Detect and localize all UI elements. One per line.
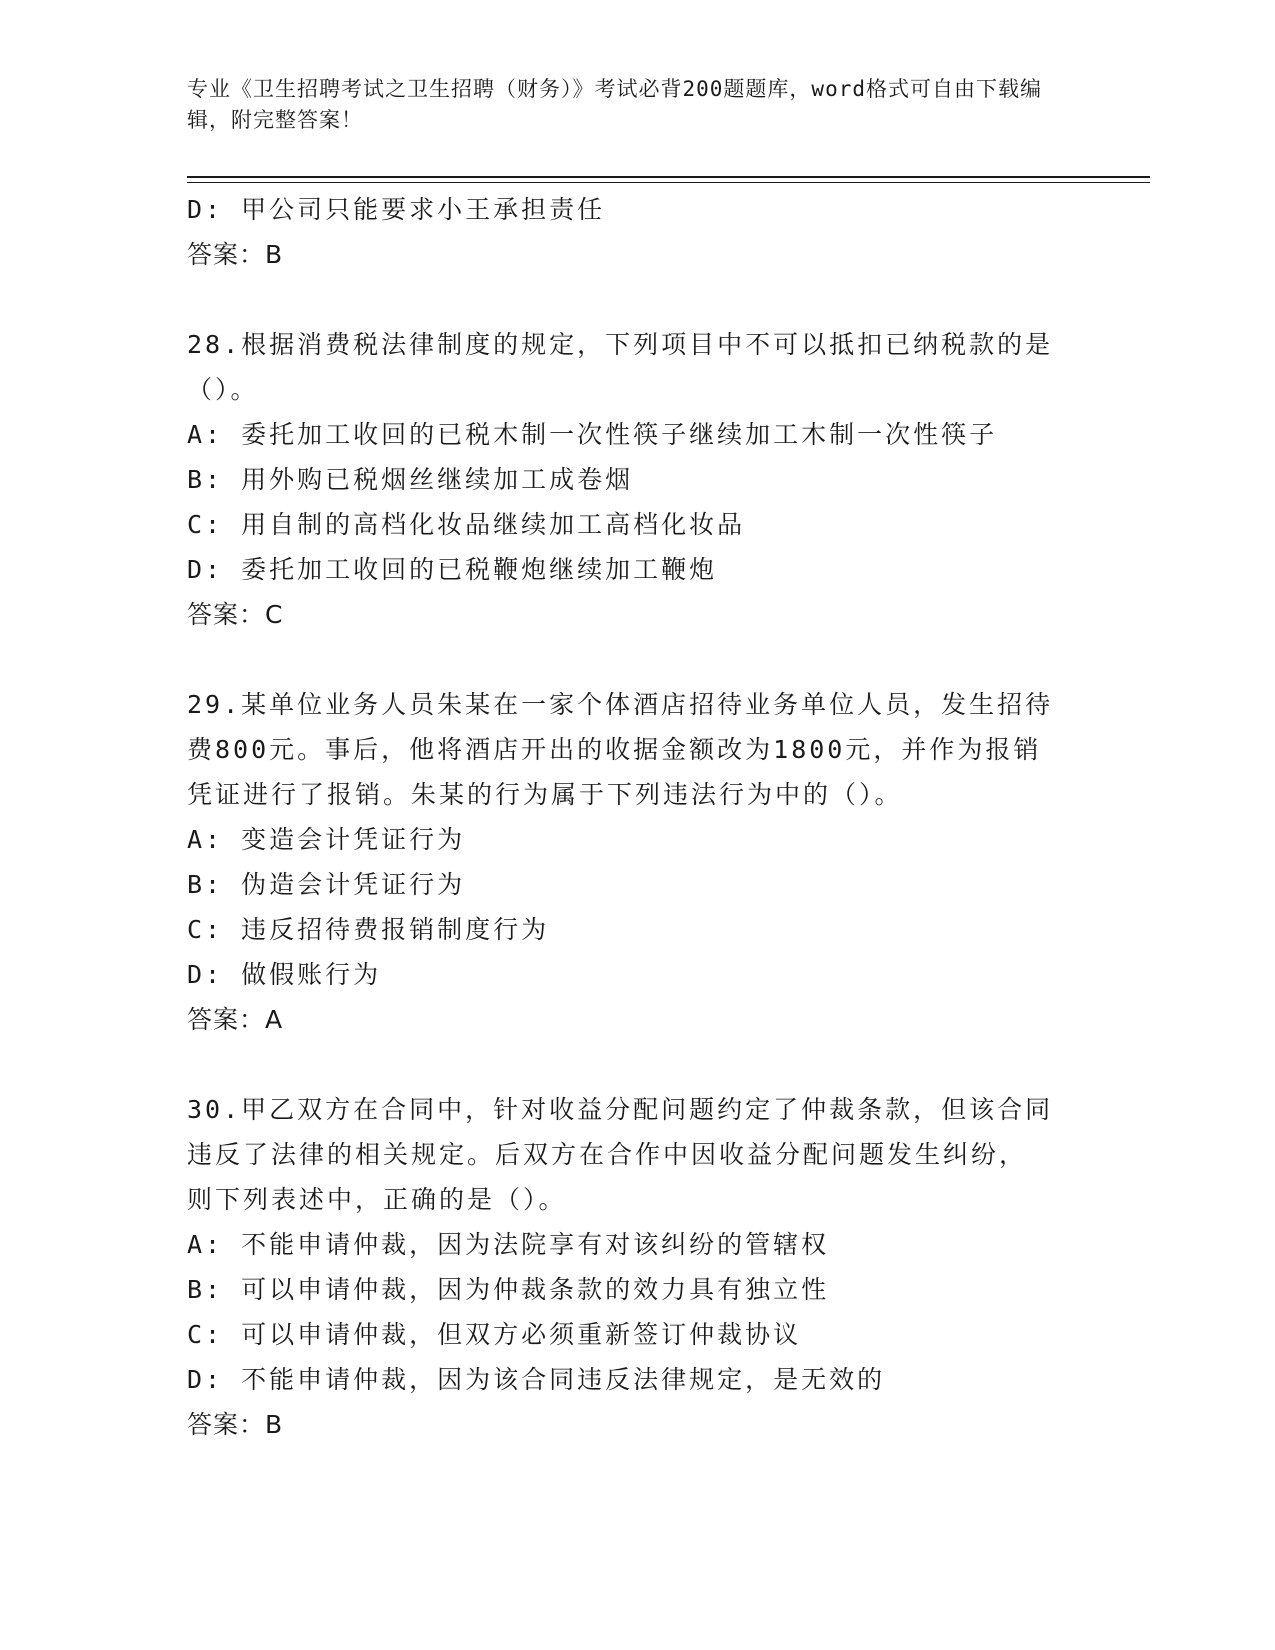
spacer [187,277,1087,322]
question-stem-continued: 凭证进行了报销。朱某的行为属于下列违法行为中的（）。 [187,780,903,809]
question-stem-continued: （）。 [187,375,259,404]
option-c: C: 用自制的高档化妆品继续加工高档化妆品 [187,510,746,539]
question-27-tail [187,187,1087,277]
option-d: D: 不能申请仲裁，因为该合同违反法律规定，是无效的 [187,1365,886,1394]
answer-line: 答案：B [187,1410,284,1439]
question-stem: 30.甲乙双方在合同中，针对收益分配问题约定了仲裁条款，但该合同 [187,1095,1054,1124]
question-stem-continued: 则下列表述中，正确的是（）。 [187,1185,567,1214]
option-d: D: 做假账行为 [187,960,382,989]
answer-line: 答案：C [187,600,284,629]
option-c: C: 可以申请仲裁，但双方必须重新签订仲裁协议 [187,1320,802,1349]
option-a: A: 不能申请仲裁，因为法院享有对该纠纷的管辖权 [187,1230,830,1259]
option-c: C: 违反招待费报销制度行为 [187,915,550,944]
question-stem-continued: 费800元。事后，他将酒店开出的收据金额改为1800元，并作为报销 [187,735,1042,764]
spacer [187,1042,1087,1087]
header-rule-thin [187,182,1150,183]
answer-line: 答案：A [187,1005,284,1034]
option-a: A: 变造会计凭证行为 [187,825,466,854]
question-stem: 28.根据消费税法律制度的规定，下列项目中不可以抵扣已纳税款的是 [187,330,1054,359]
question-stem: 29.某单位业务人员朱某在一家个体酒店招待业务单位人员，发生招待 [187,690,1054,719]
header-rule-thick [187,176,1150,178]
spacer [187,637,1087,682]
option-b: B: 伪造会计凭证行为 [187,870,466,899]
option-d: D: 甲公司只能要求小王承担责任 [187,195,606,224]
option-a: A: 委托加工收回的已税木制一次性筷子继续加工木制一次性筷子 [187,420,998,449]
question-28 [187,322,1087,637]
option-b: B: 用外购已税烟丝继续加工成卷烟 [187,465,634,494]
question-stem-continued: 违反了法律的相关规定。后双方在合作中因收益分配问题发生纠纷， [187,1140,1028,1169]
question-30 [187,1087,1087,1447]
option-b: B: 可以申请仲裁，因为仲裁条款的效力具有独立性 [187,1275,830,1304]
question-29 [187,682,1087,1042]
page-header: 专业《卫生招聘考试之卫生招聘（财务）》考试必背200题题库，word格式可自由下载编辑，附完整答案！ [187,77,1042,132]
answer-line: 答案：B [187,240,284,269]
option-d: D: 委托加工收回的已税鞭炮继续加工鞭炮 [187,555,718,584]
question-list [187,187,1087,1447]
